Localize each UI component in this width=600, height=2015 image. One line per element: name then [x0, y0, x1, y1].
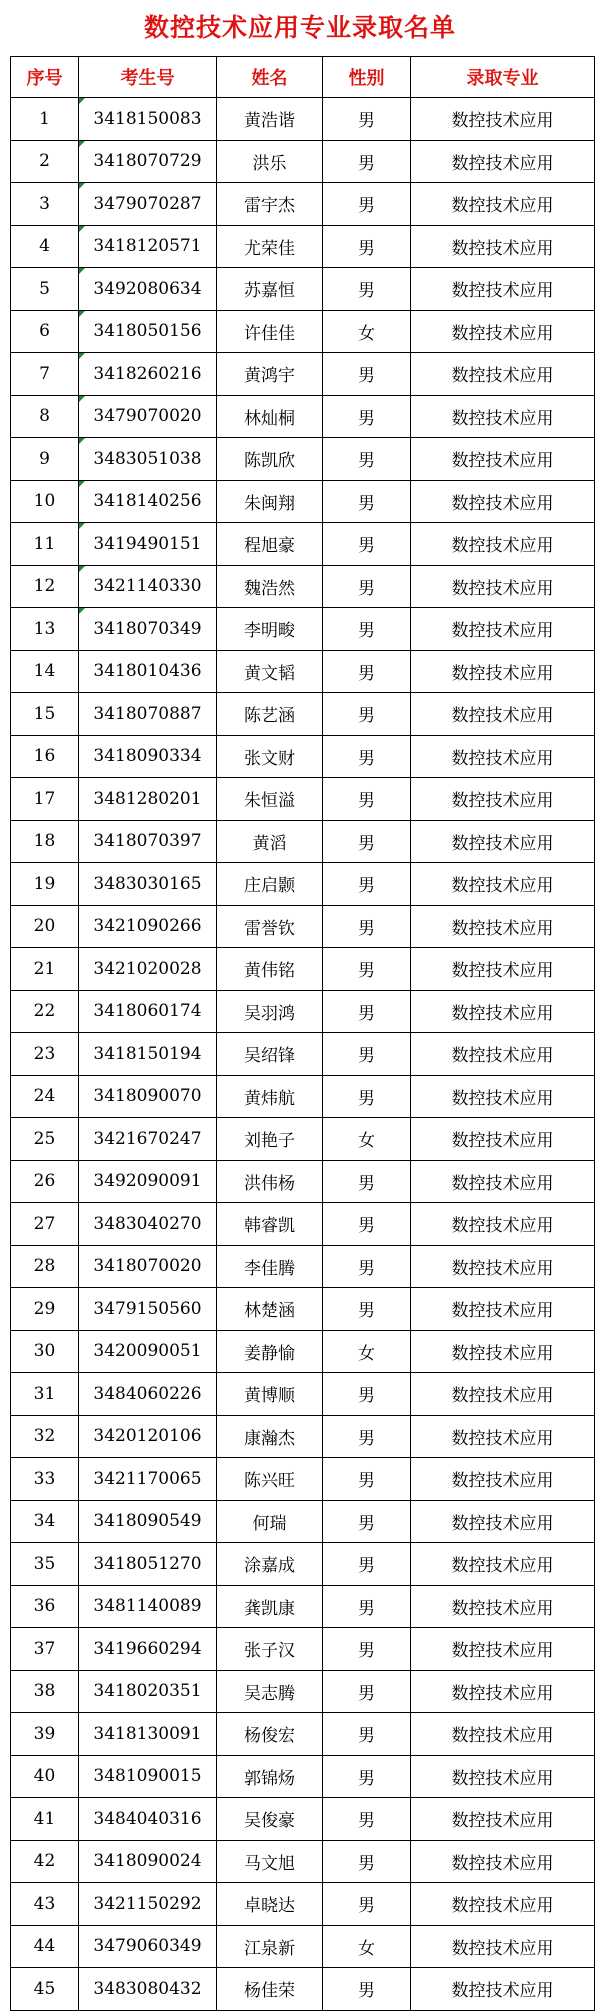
- cell-gender: 男: [323, 1500, 411, 1543]
- cell-student-name: 黄文韬: [217, 650, 323, 693]
- cell-major: 数控技术应用: [411, 1798, 595, 1841]
- table-row: [11, 98, 595, 141]
- cell-student-name: 张文财: [217, 735, 323, 778]
- cell-student-name: 杨佳荣: [217, 1968, 323, 2011]
- table-row: [11, 1373, 595, 1416]
- cell-major: 数控技术应用: [411, 1118, 595, 1161]
- table-row: [11, 565, 595, 608]
- table-row: [11, 1883, 595, 1926]
- table-row: [11, 395, 595, 438]
- table-row: [11, 1840, 595, 1883]
- table-row: [11, 1670, 595, 1713]
- header-exam-id: 考生号: [79, 57, 217, 98]
- cell-student-name: 张子汉: [217, 1628, 323, 1671]
- cell-student-name: 朱闽翔: [217, 480, 323, 523]
- cell-seq: 34: [11, 1500, 79, 1543]
- table-row: [11, 1500, 595, 1543]
- cell-seq: 33: [11, 1458, 79, 1501]
- cell-gender: 男: [323, 1755, 411, 1798]
- cell-seq: 8: [11, 395, 79, 438]
- cell-seq: 31: [11, 1373, 79, 1416]
- cell-major: 数控技术应用: [411, 1203, 595, 1246]
- cell-student-name: 林楚涵: [217, 1288, 323, 1331]
- cell-exam-id: 3479150560: [79, 1288, 217, 1331]
- cell-student-name: 吴绍锋: [217, 1033, 323, 1076]
- cell-student-name: 马文旭: [217, 1840, 323, 1883]
- cell-seq: 29: [11, 1288, 79, 1331]
- cell-gender: 男: [323, 1968, 411, 2011]
- cell-gender: 男: [323, 1458, 411, 1501]
- cell-student-name: 江泉新: [217, 1925, 323, 1968]
- cell-student-name: 郭锦炀: [217, 1755, 323, 1798]
- cell-major: 数控技术应用: [411, 395, 595, 438]
- table-row: [11, 268, 595, 311]
- table-row: [11, 693, 595, 736]
- cell-major: 数控技术应用: [411, 778, 595, 821]
- cell-seq: 23: [11, 1033, 79, 1076]
- cell-exam-id: 3483030165: [79, 863, 217, 906]
- table-row: [11, 1543, 595, 1586]
- cell-seq: 14: [11, 650, 79, 693]
- cell-exam-id: 3492090091: [79, 1160, 217, 1203]
- cell-exam-id: 3418060174: [79, 990, 217, 1033]
- table-row: [11, 863, 595, 906]
- table-row: [11, 353, 595, 396]
- cell-exam-id: 3484040316: [79, 1798, 217, 1841]
- cell-student-name: 黄滔: [217, 820, 323, 863]
- cell-seq: 20: [11, 905, 79, 948]
- cell-exam-id: 3418070020: [79, 1245, 217, 1288]
- cell-gender: 男: [323, 1245, 411, 1288]
- cell-student-name: 黄伟铭: [217, 948, 323, 991]
- cell-exam-id: 3419490151: [79, 523, 217, 566]
- cell-major: 数控技术应用: [411, 140, 595, 183]
- cell-major: 数控技术应用: [411, 1883, 595, 1926]
- cell-student-name: 雷宇杰: [217, 183, 323, 226]
- cell-major: 数控技术应用: [411, 735, 595, 778]
- table-row: [11, 140, 595, 183]
- cell-exam-id: 3418140256: [79, 480, 217, 523]
- cell-gender: 男: [323, 140, 411, 183]
- cell-seq: 42: [11, 1840, 79, 1883]
- table-row: [11, 1033, 595, 1076]
- cell-gender: 男: [323, 1670, 411, 1713]
- cell-exam-id: 3421090266: [79, 905, 217, 948]
- cell-gender: 男: [323, 565, 411, 608]
- cell-seq: 37: [11, 1628, 79, 1671]
- cell-seq: 24: [11, 1075, 79, 1118]
- cell-exam-id: 3418050156: [79, 310, 217, 353]
- cell-exam-id: 3418020351: [79, 1670, 217, 1713]
- cell-exam-id: 3418150194: [79, 1033, 217, 1076]
- cell-exam-id: 3418090070: [79, 1075, 217, 1118]
- cell-major: 数控技术应用: [411, 650, 595, 693]
- table-row: [11, 650, 595, 693]
- table-row: [11, 1628, 595, 1671]
- cell-student-name: 杨俊宏: [217, 1713, 323, 1756]
- table-row: [11, 820, 595, 863]
- cell-major: 数控技术应用: [411, 1160, 595, 1203]
- cell-seq: 39: [11, 1713, 79, 1756]
- cell-major: 数控技术应用: [411, 1968, 595, 2011]
- cell-seq: 45: [11, 1968, 79, 2011]
- cell-student-name: 黄鸿宇: [217, 353, 323, 396]
- cell-exam-id: 3418120571: [79, 225, 217, 268]
- cell-major: 数控技术应用: [411, 1288, 595, 1331]
- cell-exam-id: 3419660294: [79, 1628, 217, 1671]
- table-row: [11, 735, 595, 778]
- cell-major: 数控技术应用: [411, 1033, 595, 1076]
- cell-gender: 男: [323, 1373, 411, 1416]
- cell-seq: 44: [11, 1925, 79, 1968]
- cell-gender: 男: [323, 650, 411, 693]
- cell-gender: 男: [323, 438, 411, 481]
- cell-seq: 12: [11, 565, 79, 608]
- cell-major: 数控技术应用: [411, 1330, 595, 1373]
- cell-major: 数控技术应用: [411, 523, 595, 566]
- cell-student-name: 林灿桐: [217, 395, 323, 438]
- cell-seq: 18: [11, 820, 79, 863]
- cell-exam-id: 3418070397: [79, 820, 217, 863]
- cell-student-name: 刘艳子: [217, 1118, 323, 1161]
- header-seq: 序号: [11, 57, 79, 98]
- cell-major: 数控技术应用: [411, 1585, 595, 1628]
- cell-seq: 6: [11, 310, 79, 353]
- cell-seq: 4: [11, 225, 79, 268]
- cell-major: 数控技术应用: [411, 1543, 595, 1586]
- cell-exam-id: 3479070020: [79, 395, 217, 438]
- table-row: [11, 1415, 595, 1458]
- table-row: [11, 1160, 595, 1203]
- cell-major: 数控技术应用: [411, 1840, 595, 1883]
- table-row: [11, 1585, 595, 1628]
- cell-gender: 男: [323, 183, 411, 226]
- cell-exam-id: 3492080634: [79, 268, 217, 311]
- table-row: [11, 1755, 595, 1798]
- cell-student-name: 魏浩然: [217, 565, 323, 608]
- cell-exam-id: 3481090015: [79, 1755, 217, 1798]
- table-body: [11, 98, 595, 2011]
- table-row: [11, 438, 595, 481]
- table-row: [11, 1118, 595, 1161]
- cell-seq: 7: [11, 353, 79, 396]
- cell-student-name: 卓晓达: [217, 1883, 323, 1926]
- cell-seq: 25: [11, 1118, 79, 1161]
- table-header-row: [11, 57, 595, 98]
- cell-gender: 男: [323, 1543, 411, 1586]
- table-row: [11, 1245, 595, 1288]
- cell-gender: 男: [323, 693, 411, 736]
- cell-exam-id: 3418090334: [79, 735, 217, 778]
- cell-seq: 11: [11, 523, 79, 566]
- cell-exam-id: 3421140330: [79, 565, 217, 608]
- table-row: [11, 1968, 595, 2011]
- cell-student-name: 陈凯欣: [217, 438, 323, 481]
- cell-student-name: 程旭豪: [217, 523, 323, 566]
- cell-major: 数控技术应用: [411, 905, 595, 948]
- cell-gender: 男: [323, 268, 411, 311]
- table-row: [11, 1075, 595, 1118]
- cell-gender: 男: [323, 353, 411, 396]
- cell-gender: 男: [323, 480, 411, 523]
- cell-student-name: 许佳佳: [217, 310, 323, 353]
- cell-seq: 19: [11, 863, 79, 906]
- cell-seq: 30: [11, 1330, 79, 1373]
- cell-exam-id: 3483051038: [79, 438, 217, 481]
- cell-gender: 男: [323, 1415, 411, 1458]
- cell-student-name: 洪乐: [217, 140, 323, 183]
- cell-student-name: 庄启颢: [217, 863, 323, 906]
- cell-student-name: 黄博顺: [217, 1373, 323, 1416]
- cell-seq: 1: [11, 98, 79, 141]
- cell-exam-id: 3418070349: [79, 608, 217, 651]
- table-row: [11, 480, 595, 523]
- table-row: [11, 1288, 595, 1331]
- cell-seq: 17: [11, 778, 79, 821]
- cell-student-name: 李佳腾: [217, 1245, 323, 1288]
- table-row: [11, 310, 595, 353]
- table-row: [11, 608, 595, 651]
- header-major: 录取专业: [411, 57, 595, 98]
- cell-seq: 9: [11, 438, 79, 481]
- table-row: [11, 1925, 595, 1968]
- cell-seq: 3: [11, 183, 79, 226]
- cell-student-name: 尤荣佳: [217, 225, 323, 268]
- cell-student-name: 吴羽鸿: [217, 990, 323, 1033]
- cell-exam-id: 3418130091: [79, 1713, 217, 1756]
- cell-exam-id: 3421020028: [79, 948, 217, 991]
- cell-student-name: 姜静愉: [217, 1330, 323, 1373]
- table-row: [11, 1458, 595, 1501]
- admission-table: [10, 56, 595, 2011]
- cell-gender: 男: [323, 523, 411, 566]
- page-title: 数控技术应用专业录取名单: [143, 13, 456, 42]
- cell-gender: 男: [323, 735, 411, 778]
- cell-major: 数控技术应用: [411, 1628, 595, 1671]
- cell-student-name: 雷誉钦: [217, 905, 323, 948]
- cell-major: 数控技术应用: [411, 1755, 595, 1798]
- table-row: [11, 905, 595, 948]
- cell-exam-id: 3418150083: [79, 98, 217, 141]
- cell-major: 数控技术应用: [411, 183, 595, 226]
- cell-seq: 28: [11, 1245, 79, 1288]
- cell-gender: 女: [323, 1925, 411, 1968]
- cell-student-name: 吴俊豪: [217, 1798, 323, 1841]
- cell-exam-id: 3479060349: [79, 1925, 217, 1968]
- cell-gender: 男: [323, 1840, 411, 1883]
- cell-exam-id: 3418070729: [79, 140, 217, 183]
- cell-student-name: 龚凯康: [217, 1585, 323, 1628]
- cell-gender: 男: [323, 778, 411, 821]
- cell-seq: 2: [11, 140, 79, 183]
- cell-seq: 26: [11, 1160, 79, 1203]
- cell-gender: 女: [323, 310, 411, 353]
- cell-exam-id: 3418090549: [79, 1500, 217, 1543]
- cell-seq: 36: [11, 1585, 79, 1628]
- cell-major: 数控技术应用: [411, 1415, 595, 1458]
- cell-major: 数控技术应用: [411, 948, 595, 991]
- cell-gender: 男: [323, 1628, 411, 1671]
- cell-major: 数控技术应用: [411, 1373, 595, 1416]
- cell-major: 数控技术应用: [411, 1925, 595, 1968]
- cell-student-name: 何瑞: [217, 1500, 323, 1543]
- cell-seq: 22: [11, 990, 79, 1033]
- cell-major: 数控技术应用: [411, 98, 595, 141]
- cell-major: 数控技术应用: [411, 1458, 595, 1501]
- cell-seq: 10: [11, 480, 79, 523]
- cell-major: 数控技术应用: [411, 310, 595, 353]
- cell-major: 数控技术应用: [411, 820, 595, 863]
- cell-major: 数控技术应用: [411, 1245, 595, 1288]
- cell-major: 数控技术应用: [411, 438, 595, 481]
- cell-student-name: 李明畯: [217, 608, 323, 651]
- cell-gender: 男: [323, 608, 411, 651]
- cell-seq: 27: [11, 1203, 79, 1246]
- cell-student-name: 朱恒溢: [217, 778, 323, 821]
- cell-exam-id: 3418260216: [79, 353, 217, 396]
- cell-exam-id: 3418010436: [79, 650, 217, 693]
- cell-gender: 男: [323, 1288, 411, 1331]
- cell-seq: 5: [11, 268, 79, 311]
- table-row: [11, 948, 595, 991]
- cell-gender: 男: [323, 395, 411, 438]
- cell-seq: 15: [11, 693, 79, 736]
- table-row: [11, 990, 595, 1033]
- cell-exam-id: 3481280201: [79, 778, 217, 821]
- cell-student-name: 吴志腾: [217, 1670, 323, 1713]
- cell-seq: 43: [11, 1883, 79, 1926]
- cell-exam-id: 3483080432: [79, 1968, 217, 2011]
- cell-major: 数控技术应用: [411, 608, 595, 651]
- cell-seq: 38: [11, 1670, 79, 1713]
- header-gender: 性别: [323, 57, 411, 98]
- cell-gender: 男: [323, 1160, 411, 1203]
- cell-major: 数控技术应用: [411, 353, 595, 396]
- table-row: [11, 1798, 595, 1841]
- cell-gender: 男: [323, 905, 411, 948]
- cell-gender: 男: [323, 1713, 411, 1756]
- cell-exam-id: 3483040270: [79, 1203, 217, 1246]
- cell-exam-id: 3420090051: [79, 1330, 217, 1373]
- cell-exam-id: 3421170065: [79, 1458, 217, 1501]
- cell-major: 数控技术应用: [411, 1500, 595, 1543]
- cell-student-name: 洪伟杨: [217, 1160, 323, 1203]
- header-name: 姓名: [217, 57, 323, 98]
- cell-seq: 40: [11, 1755, 79, 1798]
- cell-major: 数控技术应用: [411, 1670, 595, 1713]
- table-row: [11, 523, 595, 566]
- table-row: [11, 1713, 595, 1756]
- cell-gender: 男: [323, 1033, 411, 1076]
- cell-seq: 32: [11, 1415, 79, 1458]
- cell-student-name: 苏嘉恒: [217, 268, 323, 311]
- cell-exam-id: 3418070887: [79, 693, 217, 736]
- cell-seq: 21: [11, 948, 79, 991]
- table-row: [11, 778, 595, 821]
- cell-seq: 16: [11, 735, 79, 778]
- cell-major: 数控技术应用: [411, 693, 595, 736]
- cell-gender: 男: [323, 1075, 411, 1118]
- cell-student-name: 陈艺涵: [217, 693, 323, 736]
- cell-major: 数控技术应用: [411, 1713, 595, 1756]
- cell-gender: 男: [323, 990, 411, 1033]
- cell-student-name: 陈兴旺: [217, 1458, 323, 1501]
- cell-gender: 男: [323, 98, 411, 141]
- cell-gender: 女: [323, 1118, 411, 1161]
- cell-gender: 男: [323, 948, 411, 991]
- cell-major: 数控技术应用: [411, 480, 595, 523]
- table-row: [11, 1203, 595, 1246]
- cell-exam-id: 3420120106: [79, 1415, 217, 1458]
- cell-student-name: 康瀚杰: [217, 1415, 323, 1458]
- cell-seq: 35: [11, 1543, 79, 1586]
- table-row: [11, 225, 595, 268]
- cell-major: 数控技术应用: [411, 990, 595, 1033]
- cell-gender: 男: [323, 1798, 411, 1841]
- cell-major: 数控技术应用: [411, 863, 595, 906]
- cell-major: 数控技术应用: [411, 1075, 595, 1118]
- cell-exam-id: 3418090024: [79, 1840, 217, 1883]
- cell-exam-id: 3481140089: [79, 1585, 217, 1628]
- cell-gender: 男: [323, 863, 411, 906]
- cell-gender: 男: [323, 1203, 411, 1246]
- cell-gender: 男: [323, 820, 411, 863]
- table-row: [11, 183, 595, 226]
- cell-student-name: 韩睿凯: [217, 1203, 323, 1246]
- cell-exam-id: 3479070287: [79, 183, 217, 226]
- cell-seq: 41: [11, 1798, 79, 1841]
- cell-major: 数控技术应用: [411, 565, 595, 608]
- cell-student-name: 黄浩谐: [217, 98, 323, 141]
- table-row: [11, 1330, 595, 1373]
- cell-student-name: 黄炜航: [217, 1075, 323, 1118]
- cell-major: 数控技术应用: [411, 268, 595, 311]
- cell-exam-id: 3484060226: [79, 1373, 217, 1416]
- cell-exam-id: 3421150292: [79, 1883, 217, 1926]
- cell-exam-id: 3418051270: [79, 1543, 217, 1586]
- cell-exam-id: 3421670247: [79, 1118, 217, 1161]
- cell-gender: 女: [323, 1330, 411, 1373]
- cell-seq: 13: [11, 608, 79, 651]
- cell-gender: 男: [323, 1585, 411, 1628]
- cell-gender: 男: [323, 1883, 411, 1926]
- cell-student-name: 涂嘉成: [217, 1543, 323, 1586]
- cell-gender: 男: [323, 225, 411, 268]
- cell-major: 数控技术应用: [411, 225, 595, 268]
